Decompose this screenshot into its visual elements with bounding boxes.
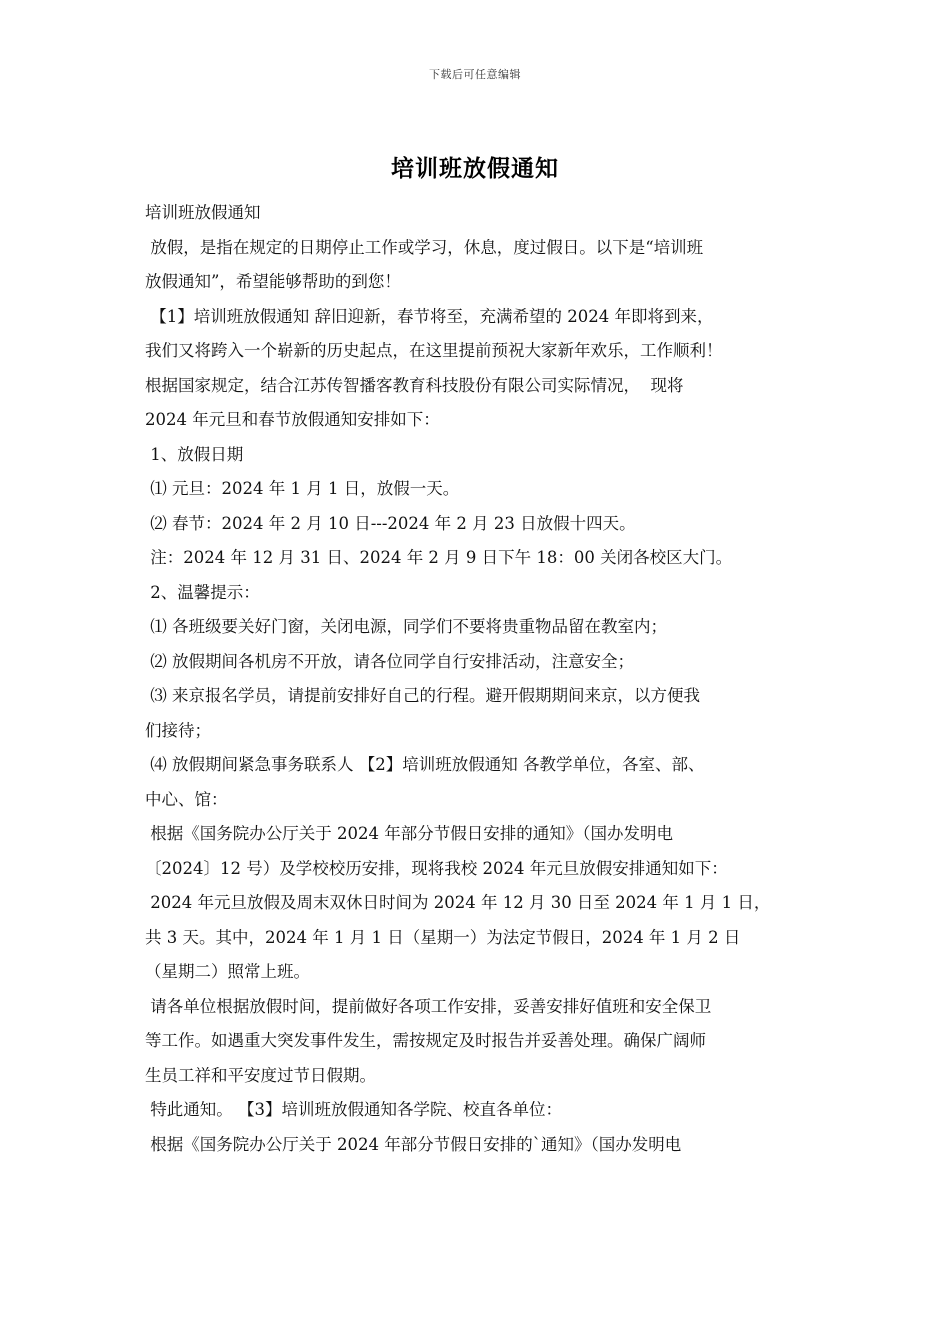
- body-line: ⑵ 放假期间各机房不开放，请各位同学自行安排活动，注意安全；: [145, 651, 634, 671]
- body-line: 培训班放假通知: [145, 203, 261, 222]
- body-line: 们接待；: [145, 720, 211, 740]
- body-line: 1、放假日期: [145, 444, 244, 464]
- body-line: 共 3 天。其中，2024 年 1 月 1 日（星期一）为法定节假日，2024 年 1 月 2 日: [145, 927, 741, 947]
- document-title: 培训班放假通知: [391, 155, 559, 182]
- body-line: 【1】培训班放假通知 辞旧迎新，春节将至，充满希望的 2024 年即将到来，: [145, 306, 714, 326]
- body-line: 中心、馆：: [145, 789, 228, 809]
- body-line: 〔2024〕12 号）及学校校历安排，现将我校 2024 年元旦放假安排通知如下：: [145, 858, 728, 878]
- body-line: ⑷ 放假期间紧急事务联系人 【2】培训班放假通知 各教学单位，各室、部、: [145, 755, 705, 774]
- document-body: [145, 196, 825, 1162]
- body-line: 根据国家规定，结合江苏传智播客教育科技股份有限公司实际情况， 现将: [145, 375, 684, 395]
- body-line: 放假，是指在规定的日期停止工作或学习，休息，度过假日。以下是“培训班: [145, 237, 704, 257]
- body-line: 特此通知。 【3】培训班放假通知各学院、校直各单位：: [145, 1100, 562, 1119]
- body-line: 2、温馨提示：: [145, 582, 260, 602]
- body-line: 我们又将跨入一个崭新的历史起点，在这里提前预祝大家新年欢乐，工作顺利！: [145, 341, 723, 360]
- header-note: 下载后可任意编辑: [429, 68, 521, 81]
- body-line: 放假通知”，希望能够帮助的到您！: [145, 272, 401, 291]
- body-line: 2024 年元旦和春节放假通知安排如下：: [145, 410, 440, 429]
- body-line: 等工作。如遇重大突发事件发生，需按规定及时报告并妥善处理。确保广阔师: [145, 1031, 706, 1050]
- body-line: ⑵ 春节：2024 年 2 月 10 日---2024 年 2 月 23 日放假十四天。: [145, 513, 636, 533]
- body-line: 根据《国务院办公厅关于 2024 年部分节假日安排的`通知》（国办发明电: [145, 1134, 682, 1154]
- body-line: 请各单位根据放假时间，提前做好各项工作安排，妥善安排好值班和安全保卫: [145, 996, 712, 1016]
- body-line: 2024 年元旦放假及周末双休日时间为 2024 年 12 月 30 日至 2024 年 1 月 1 日，: [145, 893, 771, 912]
- body-line: 生员工祥和平安度过节日假期。: [145, 1065, 376, 1085]
- body-line: 根据《国务院办公厅关于 2024 年部分节假日安排的通知》（国办发明电: [145, 824, 673, 843]
- body-line: ⑴ 元旦：2024 年 1 月 1 日，放假一天。: [145, 479, 460, 498]
- body-line: 注：2024 年 12 月 31 日、2024 年 2 月 9 日下午 18：00 关闭各校区大门。: [145, 548, 733, 567]
- body-line: （星期二）照常上班。: [145, 962, 310, 981]
- body-line: ⑴ 各班级要关好门窗，关闭电源，同学们不要将贵重物品留在教室内；: [145, 617, 667, 636]
- body-line: ⑶ 来京报名学员，请提前安排好自己的行程。避开假期期间来京，以方便我: [145, 686, 700, 705]
